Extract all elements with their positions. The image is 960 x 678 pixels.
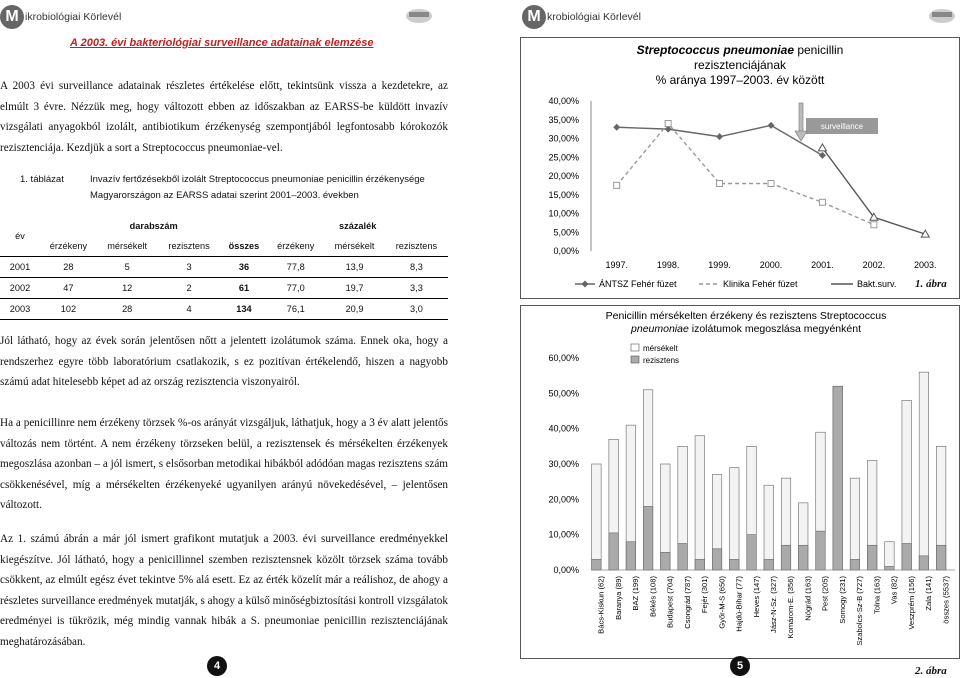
- legend-label: Klinika Fehér füzet: [723, 279, 798, 289]
- cell: 5: [124, 262, 130, 272]
- bar-resistant: [798, 545, 807, 570]
- subheader: rezisztens: [168, 241, 210, 251]
- cell: 134: [236, 304, 252, 314]
- x-tick-label: 2001.: [811, 260, 834, 270]
- corner-emblem-icon: [928, 6, 956, 24]
- data-point: [871, 222, 877, 228]
- bar-moderate: [850, 478, 859, 570]
- logo-badge: M: [522, 5, 546, 29]
- bar-resistant: [609, 533, 618, 570]
- subheader: összes: [228, 241, 260, 251]
- x-tick-label: Győr-M-S (650): [717, 576, 727, 629]
- bar-resistant: [764, 559, 773, 570]
- cell: 2002: [9, 283, 31, 293]
- legend-swatch: [631, 344, 639, 351]
- y-tick-label: 20,00%: [548, 494, 579, 505]
- bar-moderate: [885, 542, 894, 570]
- y-tick-label: 50,00%: [548, 388, 579, 399]
- data-point: [613, 124, 620, 131]
- bar-resistant: [661, 552, 670, 570]
- data-point: [768, 181, 774, 187]
- penicillin-table: [0, 216, 448, 320]
- paragraph-4: Az 1. számú ábrán a már jól ismert grafikont mutatjuk a 2003. évi surveillance eredményekkel kiegészítve. Jól látható, hogy a penicillinnel szemben rezisztensnek közölt törzsek száma tovább csökkent, az elmúlt egész évet tekintve 5% alá esett. Ez az érték közelít már a reálishoz, de ahogy a részletes surveillance eredmények mutatják, s ahogy a külső minőségbiztosítási kontroll vizsgálatok eredményei is tükrözik, még mindig vannak hibák a S. pneumoniae penicillin rezisztenciájának meghatározásában.: [0, 533, 448, 648]
- bar-resistant: [885, 566, 894, 570]
- x-tick-label: 2002.: [862, 260, 886, 270]
- y-tick-label: 35,00%: [548, 114, 579, 125]
- y-tick-label: 30,00%: [548, 133, 579, 144]
- x-tick-label: Fejér (301): [700, 576, 710, 614]
- bar-resistant: [712, 549, 721, 570]
- legend-label: ÁNTSZ Fehér füzet: [599, 279, 677, 289]
- intro-paragraph: A 2003 évi surveillance adatainak részletes értékelése előtt, tekintsünk vissza a kezdetekre, az elmúlt 3 évre. Nézzük meg, hogy változott ebben az időszakban az EARSS-be küldött invazív vizsgálati anyagokból izolált, antibiotikum érzékenység szempontjából legfontosabb kórokozók rezisztenciája. Kezdjük a sort a Streptococcus pneumoniae-vel.: [0, 80, 448, 154]
- chart-title: Penicillin mérsékelten érzékeny és rezisztens Streptococcus: [605, 310, 887, 322]
- bar-resistant: [919, 556, 928, 570]
- bar-resistant: [730, 559, 739, 570]
- cell: 3,0: [410, 304, 423, 314]
- bar-chart-frame: [520, 305, 960, 659]
- y-tick-label: 30,00%: [548, 459, 579, 469]
- subheader: érzékeny: [49, 241, 88, 251]
- x-tick-label: Komárom-E. (356): [786, 576, 796, 639]
- subheader: rezisztens: [395, 241, 438, 251]
- journal-logo: [522, 4, 641, 30]
- data-point: [818, 144, 826, 151]
- data-point: [768, 122, 775, 129]
- series-line: [617, 124, 874, 225]
- legend-label: mérsékelt: [643, 344, 678, 353]
- group-count: darabszám: [129, 221, 178, 231]
- annotation-arrow-head: [795, 131, 807, 141]
- cell: 36: [238, 262, 250, 272]
- corner-emblem-icon: [405, 6, 433, 24]
- subheader: érzékeny: [277, 241, 315, 251]
- bar-resistant: [867, 545, 876, 570]
- cell: 77,0: [286, 283, 305, 293]
- y-tick-label: 10,00%: [548, 529, 579, 540]
- chart-title-line2: pneumoniae izolátumok megoszlása megyénként: [631, 323, 861, 335]
- x-tick-label: 1997.: [605, 260, 628, 270]
- cell: 19,7: [345, 283, 364, 293]
- x-tick-label: Hajdú-Bihar (77): [734, 576, 744, 632]
- data-point: [819, 152, 826, 159]
- y-tick-label: 25,00%: [548, 152, 579, 163]
- table-row: [0, 299, 448, 320]
- cell: 12: [122, 283, 133, 293]
- chart-title: Streptococcus pneumoniae penicillin: [636, 43, 844, 57]
- page-number: 5: [730, 656, 750, 676]
- subheader: mérsékelt: [334, 241, 375, 251]
- x-tick-label: Baranya (89): [613, 576, 623, 620]
- x-tick-label: Somogy (231): [837, 576, 847, 624]
- annotation-label: surveillance: [820, 122, 864, 131]
- bar-resistant: [936, 545, 945, 570]
- x-tick-label: Veszprém (156): [906, 576, 916, 630]
- bar-resistant: [695, 559, 704, 570]
- cell: 47: [63, 283, 74, 293]
- annotation-arrow-shaft: [799, 103, 803, 131]
- logo-text: krobiológiai Körlevél: [547, 11, 641, 23]
- chart-title-line2: rezisztenciájának: [693, 58, 787, 72]
- series-line: [822, 148, 925, 234]
- y-tick-label: 0,00%: [553, 246, 579, 256]
- x-tick-label: Vas (82): [889, 576, 899, 605]
- journal-logo: [0, 4, 121, 30]
- cell: 76,1: [286, 304, 305, 314]
- bar-chart: [521, 306, 959, 658]
- x-tick-label: Zala (141): [924, 576, 934, 611]
- x-tick-label: 2003.: [914, 260, 937, 270]
- cell: 8,3: [410, 262, 423, 272]
- figure-1-label: 1. ábra: [915, 278, 947, 290]
- cell: 102: [60, 304, 77, 314]
- legend-label: rezisztens: [643, 356, 680, 365]
- x-tick-label: Nógrád (163): [803, 576, 813, 621]
- x-tick-label: BAZ (199): [631, 576, 641, 611]
- bar-resistant: [678, 544, 687, 571]
- table-caption-2: Magyarországon az EARSS adatai szerint 2001–2003. években: [90, 190, 359, 201]
- cell: 4: [186, 304, 192, 314]
- subheader: mérsékelt: [107, 241, 148, 251]
- cell: 3: [186, 262, 192, 272]
- x-tick-label: 1998.: [656, 260, 680, 270]
- cell: 13,9: [345, 262, 364, 272]
- bar-resistant: [816, 531, 825, 570]
- legend-label: Bakt.surv.: [857, 279, 897, 289]
- legend-marker: [582, 281, 589, 288]
- bar-moderate: [730, 468, 739, 570]
- cell: 77,8: [286, 262, 305, 272]
- bar-moderate: [695, 436, 704, 570]
- y-tick-label: 0,00%: [553, 565, 579, 575]
- logo-badge: M: [0, 5, 24, 29]
- table-row: [0, 278, 448, 299]
- x-tick-label: 1999.: [708, 260, 731, 270]
- cell: 20,9: [345, 304, 364, 314]
- paragraph-2: Jól látható, hogy az évek során jelentősen nőtt a jelentett izolátumok száma. Ennek oka, hogy a rendszerhez egyre több laboratórium csatlakozik, s ez pozitívan értékelendő, hiszen a nagyobb számú adat hitelesebb képet ad az ország rezisztencia viszonyairól.: [0, 335, 448, 388]
- cell: 2001: [9, 262, 31, 272]
- bar-resistant: [850, 559, 859, 570]
- x-tick-label: Bács-Kiskun (62): [596, 576, 606, 634]
- x-tick-label: Tolna (163): [872, 576, 882, 614]
- x-tick-label: Pest (205): [820, 576, 830, 612]
- article-title: A 2003. évi bakteriológiai surveillance adatainak elemzése: [70, 37, 374, 49]
- figure-2-label: 2. ábra: [915, 665, 947, 677]
- col-year: év: [0, 216, 40, 257]
- x-tick-label: 2000.: [759, 260, 783, 270]
- cell: 28: [63, 262, 74, 272]
- data-point: [716, 133, 723, 140]
- x-tick-label: Budapest (704): [665, 576, 675, 628]
- bar-moderate: [592, 464, 601, 570]
- x-tick-label: összes (5537): [941, 576, 951, 624]
- legend-swatch: [631, 356, 639, 363]
- y-tick-label: 40,00%: [548, 96, 579, 106]
- cell: 2: [186, 283, 192, 293]
- page-number: 4: [207, 656, 227, 676]
- bar-moderate: [764, 485, 773, 570]
- table-row: [0, 257, 448, 278]
- bar-resistant: [833, 386, 842, 570]
- table-caption-1: Invazív fertőzésekből izolált Streptococcus pneumoniae penicillin érzékenysége: [90, 174, 425, 185]
- x-tick-label: Jász-N-Sz. (327): [769, 576, 778, 633]
- cell: 3,3: [410, 283, 423, 293]
- table-label: 1. táblázat: [20, 174, 64, 185]
- chart-title-line3: % aránya 1997–2003. év között: [655, 73, 825, 87]
- line-chart: [521, 38, 959, 298]
- y-tick-label: 5,00%: [553, 227, 579, 238]
- cell: 61: [238, 283, 250, 293]
- y-tick-label: 60,00%: [548, 353, 579, 363]
- y-tick-label: 20,00%: [548, 171, 579, 181]
- line-chart-frame: [520, 37, 960, 299]
- bar-resistant: [626, 542, 635, 570]
- bar-resistant: [902, 544, 911, 571]
- y-tick-label: 15,00%: [548, 189, 579, 200]
- logo-text: ikrobiológiai Körlevél: [25, 11, 122, 23]
- bar-resistant: [592, 559, 601, 570]
- x-tick-label: Szabolcs-Sz-B (727): [855, 576, 865, 646]
- bar-resistant: [781, 545, 790, 570]
- cell: 2003: [9, 304, 31, 314]
- data-point: [665, 121, 671, 127]
- x-tick-label: Csongrád (787): [682, 576, 692, 629]
- x-tick-label: Heves (147): [751, 576, 761, 618]
- y-tick-label: 40,00%: [548, 423, 579, 434]
- cell: 28: [122, 304, 133, 314]
- x-tick-label: Békés (108): [648, 576, 658, 617]
- data-point: [819, 199, 825, 205]
- paragraph-3: Ha a penicillinre nem érzékeny törzsek %-os arányát vizsgáljuk, láthatjuk, hogy a 3 év alatt jelentős változás nem történt. A nem érzékeny törzseken belül, a rezisztensek és mérsékelten érzékenyek megoszlása azonban – a jól ismert, s elsősorban metodikai hibákból adódóan magas rezisztens szám csökkenésével, míg a mérsékelten érzékenyeké ugyanilyen arányú növekedésével, – jelentősen változott.: [0, 417, 448, 511]
- data-point: [717, 181, 723, 187]
- data-point: [614, 182, 620, 188]
- bar-resistant: [643, 506, 652, 570]
- series-line: [617, 125, 823, 155]
- bar-resistant: [747, 535, 756, 570]
- bar-moderate: [919, 372, 928, 570]
- group-percent: százalék: [339, 221, 377, 231]
- y-tick-label: 10,00%: [548, 208, 579, 219]
